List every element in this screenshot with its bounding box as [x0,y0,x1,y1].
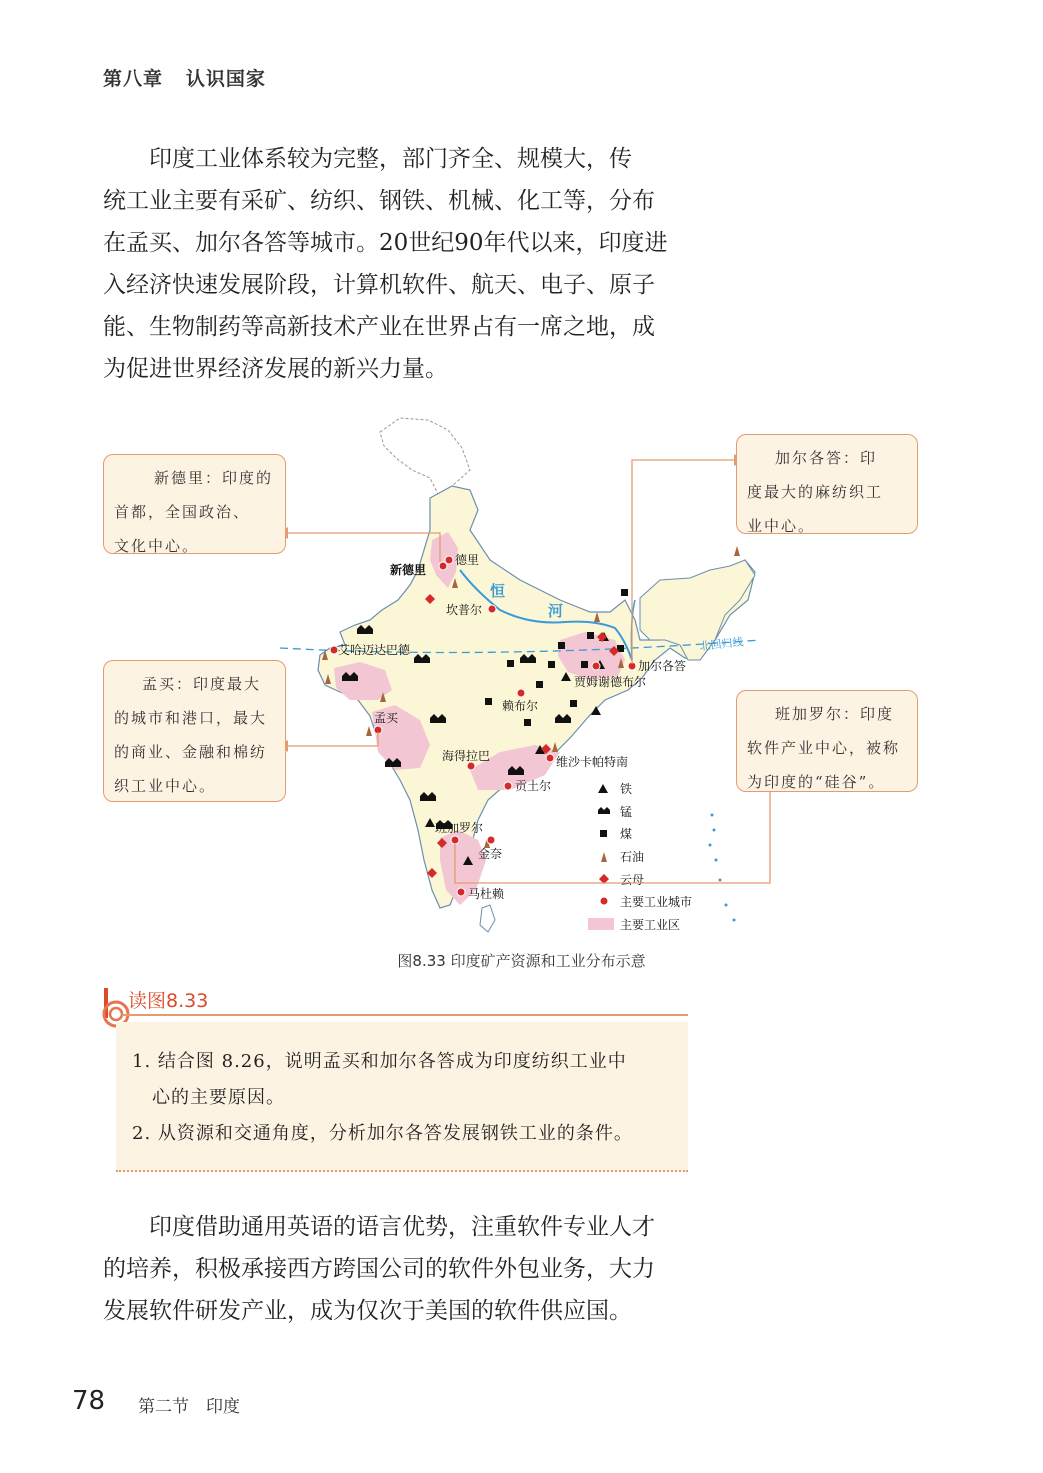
callout-new-delhi [103,454,286,554]
callout-bangalore [736,690,918,792]
paragraph-line: 印度借助通用英语的语言优势，注重软件专业人才 [149,1214,655,1240]
city-label-madurai: 马杜赖 [468,887,505,901]
callout-line: 加尔各答：印 [775,449,878,467]
manganese-icon [598,807,610,814]
legend-label: 石油 [620,850,645,864]
callout-line: 班加罗尔：印度 [775,705,895,723]
city-label-kolkata: 加尔各答 [638,659,687,673]
paragraph-line: 能、生物制药等高新技术产业在世界占有一席之地，成 [103,314,655,340]
read-title: 读图8.33 [128,990,209,1012]
triangle-icon [598,784,608,793]
chapter-number: 第八章 [103,68,164,90]
legend-label: 主要工业城市 [620,895,693,909]
callout-line: 的商业、金融和棉纺 [114,743,268,761]
callout-line: 织工业中心。 [114,777,217,795]
chapter-title: 认识国家 [185,68,266,90]
city-label-raipur: 赖布尔 [502,699,539,713]
city-label-bangalore: 班加罗尔 [435,821,484,835]
figure-caption: 图8.33 印度矿产资源和工业分布示意 [397,952,646,970]
callout-line: 业中心。 [747,517,816,535]
legend [588,781,692,932]
city-label-guntur: 贡土尔 [515,779,552,793]
city-label-chennai: 金奈 [478,847,503,861]
paragraph-line: 为促进世界经济发展的新兴力量。 [103,356,448,382]
callout-line: 孟买：印度最大 [142,675,262,693]
city-label-new-delhi: 新德里 [390,563,427,577]
legend-label: 煤 [620,827,633,841]
city-label-ahmedabad: 艾哈迈达巴德 [338,643,411,657]
river-label-1: 恒 [490,582,506,600]
callout-kolkata [736,434,918,534]
river-label-2: 河 [548,602,564,620]
paragraph-line: 在孟买、加尔各答等城市。20世纪90年代以来，印度进 [103,230,668,256]
city-label-visakhapatnam: 维沙卡帕特南 [556,755,629,769]
legend-label: 主要工业区 [620,918,681,932]
callout-line: 度最大的麻纺织工 [747,483,884,501]
footer-section: 第二节 印度 [138,1397,240,1417]
city-label-mumbai: 孟买 [374,711,399,725]
callout-line: 的城市和港口，最大 [114,709,268,727]
kashmir-outline [380,418,470,498]
paragraph-line: 发展软件研发产业，成为仅次于美国的软件供应国。 [103,1298,632,1324]
callout-line: 文化中心。 [114,537,200,555]
oil-derrick-icon [601,852,607,862]
legend-label: 铁 [620,782,633,796]
legend-label: 锰 [620,805,633,819]
city-label-kanpur: 坎普尔 [446,603,483,617]
paragraph-software [103,1206,693,1332]
callout-line: 新德里：印度的 [154,469,274,487]
legend-label: 云母 [620,873,645,887]
city-label-delhi: 德里 [455,553,480,567]
read-divider [122,1014,688,1016]
paragraph-line: 印度工业体系较为完整，部门齐全、规模大，传 [149,146,632,172]
page-number: 78 [72,1386,106,1416]
dot-icon [601,898,608,905]
question-1: 1. 结合图 8.26，说明孟买和加尔各答成为印度纺织工业中 [132,1051,627,1072]
pink-area-icon [588,918,614,930]
callout-line: 软件产业中心，被称 [747,739,901,757]
city-label-hyderabad: 海得拉巴 [442,749,491,763]
callout-line: 首都，全国政治、 [114,503,251,521]
paragraph-line: 入经济快速发展阶段，计算机软件、航天、电子、原子 [103,272,655,298]
paragraph-line: 的培养，积极承接西方跨国公司的软件外包业务，大力 [103,1256,655,1282]
callout-mumbai [103,660,286,802]
square-icon [600,830,607,837]
paragraph-line: 统工业主要有采矿、纺织、钢铁、机械、化工等，分布 [103,188,655,214]
question-2: 2. 从资源和交通角度，分析加尔各答发展钢铁工业的条件。 [132,1123,633,1144]
question-1-cont: 心的主要原因。 [152,1087,285,1108]
tropic-label: 北回归线 [698,635,745,653]
city-label-jamshedpur: 贾姆谢德布尔 [574,675,647,689]
andaman-islands [709,814,736,922]
sri-lanka [480,905,495,932]
callout-line: 为印度的“硅谷”。 [747,773,886,791]
